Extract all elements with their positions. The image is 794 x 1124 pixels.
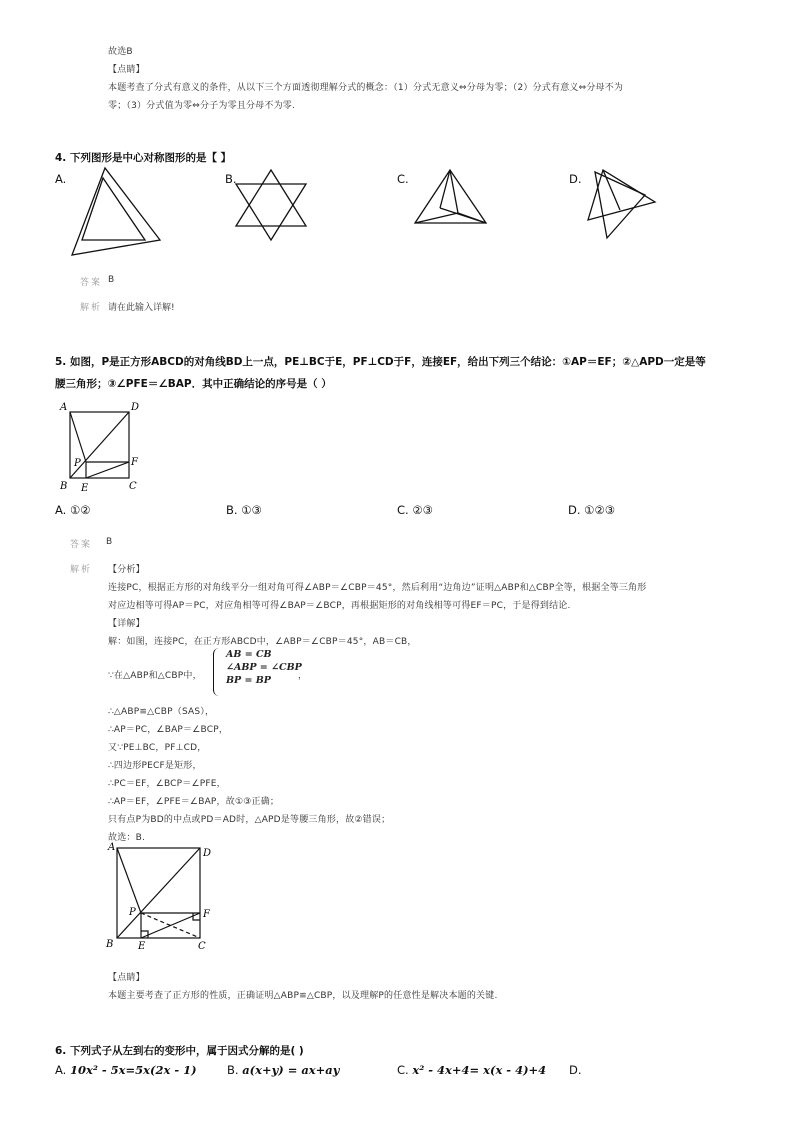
q5-step-2: ∴AP＝PC，∠BAP＝∠BCP， [108,725,229,735]
q5-step-3: 又∵PE⊥BC，PF⊥CD， [108,743,207,753]
q5-detail-title: 【详解】 [108,619,145,629]
q6-option-b-expr: a(x+y) = ax+ay [242,1063,340,1077]
q6-option-c-expr: x² - 4x+4= x(x - 4)+4 [412,1063,547,1077]
q5-fig2-label-c: C [198,941,206,952]
q5-answer-label: 答案 [70,540,93,550]
q4-answer-label: 答案 [80,278,103,288]
q5-step-7: 只有点P为BD的中点或PD＝AD时，△APD是等腰三角形，故②错误； [108,815,391,825]
q6-option-b [227,1063,339,1077]
prev-tip-line2: 零；（3）分式值为零⇔分子为零且分母不为零. [108,101,296,111]
q5-fig1-label-b: B [60,481,68,492]
q4-stem: 4. 下列图形是中心对称图形的是【 】 [55,152,232,164]
q5-option-c: C. ②③ [397,503,433,517]
q5-option-b: B. ①③ [226,503,262,517]
q5-fig2-line-ap [117,848,141,913]
q5-stem-line1: 5. 如图，P是正方形ABCD的对角线BD上一点，PE⊥BC于E，PF⊥CD于F，连接EF，给出下列三个结论：①AP＝EF；②△APD一定是等 [55,356,706,368]
q5-step-8: 故选：B. [108,833,146,843]
q6-option-a [55,1063,197,1077]
q5-because-prefix: ∵在△ABP和△CBP中， [108,671,202,681]
q5-step-6: ∴AP＝EF，∠PFE＝∠BAP，故①③正确； [108,797,280,807]
q4-option-d: D. [569,172,582,186]
q6-stem: 6. 下列式子从左到右的变形中，属于因式分解的是( ) [55,1045,304,1057]
q6-option-c [397,1063,546,1077]
q5-fig2-label-f: F [203,909,210,920]
q5-fig1-label-f: F [131,457,138,468]
q5-system-eq2: ∠ABP = ∠CBP [226,662,302,673]
q5-fig2-label-d: D [203,848,212,859]
q5-stem-line2: 腰三角形；③∠PFE＝∠BAP．其中正确结论的序号是（ ） [55,378,332,390]
q5-system-suffix: ， [298,671,308,681]
q5-solution-line1: 解：如图，连接PC，在正方形ABCD中，∠ABP＝∠CBP＝45°，AB＝CB， [108,637,417,647]
q5-system-eq3: BP = BP [226,675,271,686]
q5-analysis-line1: 连接PC，根据正方形的对角线平分一组对角可得∠ABP＝∠CBP＝45°，然后利用“边角边”证明△ABP和△CBP全等，根据全等三角形 [108,583,647,593]
q5-fig1-label-e: E [81,483,89,494]
q5-fig2-diagonal-bd [117,848,200,938]
q4-answer-value: B [108,275,115,285]
q5-fig2-label-b: B [106,939,114,950]
q6-option-a-expr: 10x² - 5x=5x(2x - 1) [69,1063,197,1077]
q5-system-eq1: AB = CB [226,649,272,660]
q5-fig1-label-c: C [129,481,137,492]
q5-step-4: ∴四边形PECF是矩形， [108,761,202,771]
q5-step-1: ∴△ABP≌△CBP（SAS）， [108,707,215,717]
q6-option-c-label: C. [397,1063,413,1077]
q5-step-5: ∴PC＝EF，∠BCP＝∠PFE， [108,779,226,789]
q5-analysis-line2: 对应边相等可得AP＝PC，对应角相等可得∠BAP＝∠BCP，再根据矩形的对角线相等可得EF＝PC，于是得到结论. [108,601,571,611]
q4-option-a: A. [55,172,67,186]
q5-option-a: A. ①② [55,503,91,517]
q5-tip-text: 本题主要考查了正方形的性质，正确证明△ABP≌△CBP，以及理解P的任意性是解决本题的关键. [108,991,498,1001]
q6-option-b-label: B. [227,1063,243,1077]
q5-fig2-label-a: A [108,842,116,853]
prev-tip-line1: 本题考查了分式有意义的条件，从以下三个方面透彻理解分式的概念：（1）分式无意义⇔分母为零；（2）分式有意义⇔分母不为 [108,83,624,93]
q5-analysis-title: 【分析】 [108,565,145,575]
q5-option-d: D. ①②③ [568,503,616,517]
q6-option-a-label: A. [55,1063,70,1077]
q5-analysis-label: 解析 [70,565,93,575]
q4-analysis-label: 解析 [80,303,103,313]
prev-choice: 故选B [108,47,133,57]
q5-fig1-label-d: D [131,402,140,413]
q5-fig2-label-p: P [129,907,136,918]
q5-fig2-label-e: E [138,941,146,952]
q5-tip-title: 【点睛】 [108,973,145,983]
q5-answer-value: B [106,537,113,547]
prev-tip-title: 【点睛】 [108,65,145,75]
q5-fig1-label-p: P [74,458,81,469]
q4-option-c: C. [397,172,409,186]
q6-option-d: D. [569,1063,582,1077]
q4-analysis-text: 请在此输入详解! [108,303,175,313]
q4-option-b: B. [225,172,237,186]
q5-fig1-label-a: A [60,402,68,413]
